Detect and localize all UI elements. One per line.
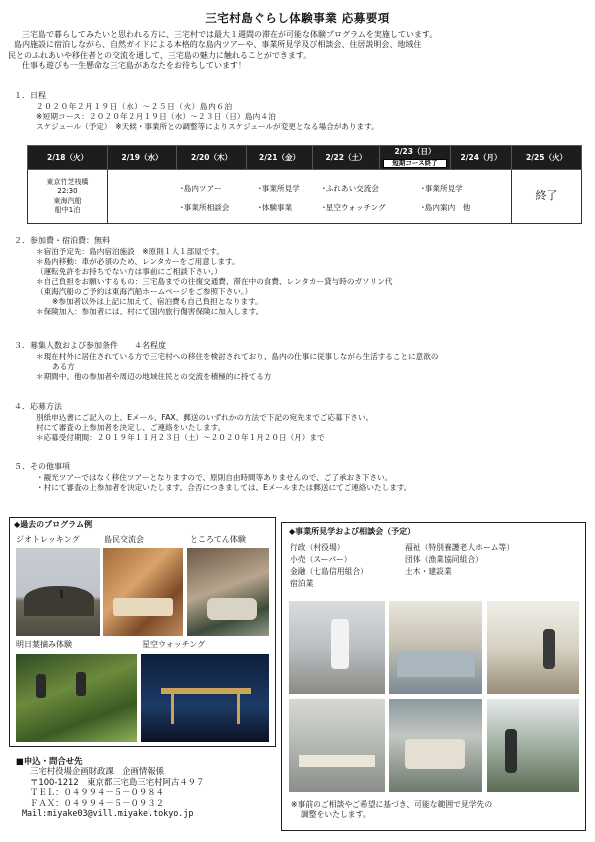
day-header-short-course-end — [380, 146, 451, 170]
day-header: 2/20（木） — [177, 146, 247, 170]
photo-caption: 星空ウォッチング — [142, 640, 206, 649]
photo-geo-trekking — [16, 548, 100, 636]
photo-caption: ところてん体験 — [190, 535, 246, 544]
business-visits-heading: ◆事業所見学および相談会（予定） — [289, 527, 416, 536]
photo-store-interior — [487, 601, 579, 694]
photo-islander-exchange — [103, 548, 183, 636]
visit-category: 福祉（特別養護老人ホーム等） — [405, 543, 515, 552]
short-course-end-tag: 短期コース終了 — [383, 159, 447, 169]
section-heading: １．日程 — [14, 91, 46, 100]
section-heading: ４．応募方法 — [14, 402, 62, 411]
photo-tokoroten — [187, 548, 269, 636]
photo-greenhouse — [487, 699, 579, 792]
section-line: ある方 — [52, 361, 75, 371]
activity-item: ･体験事業 — [258, 203, 293, 212]
day-header: 2/25（火） — [512, 146, 582, 170]
activity-item: ･事業所見学 — [258, 184, 300, 193]
section-line: ＊現在村外に居住されている方で三宅村への移住を検討されており、島内の仕事に従事しながら生活することに意欲の — [36, 351, 439, 361]
section-line: ＊宿泊予定先：島内宿泊施設 ※原則１人１部屋です。 — [36, 246, 225, 256]
activity-item: ･星空ウォッチング — [322, 203, 386, 212]
activity-item: ･事業所見学 — [421, 184, 463, 193]
day-header: 2/19（水） — [108, 146, 177, 170]
schedule-body-row — [28, 170, 582, 224]
visit-category: 土木・建設業 — [405, 567, 452, 576]
departure-cell — [28, 170, 108, 224]
schedule-table — [27, 145, 582, 224]
visits-note-line: ※事前のご相談やご希望に基づき、可能な範囲で見学先の — [291, 800, 493, 809]
contact-fax: ＦＡＸ：０４９９４－５－０９３２ — [30, 797, 164, 808]
day-header: 2/24（月） — [451, 146, 512, 170]
section-line: ・観光ツアーではなく移住ツアーとなりますので、原則自由時間等ありませんので、ご了承おき下さい。 — [36, 472, 393, 482]
section-line: 村にて審査の上参加者を決定し、ご連絡をいたします。 — [36, 422, 226, 432]
contact-block — [16, 756, 276, 819]
section-line: 別紙申込書にご記入の上、Eメール、FAX、郵送のいずれかの方法で下記の宛先までご応募下さい。 — [36, 412, 374, 422]
visit-category: 団体（漁業協同組合） — [405, 555, 483, 564]
section-line: ＊自己負担をお願いするもの：三宅島までの往復交通費、滞在中の食費、レンタカー貸与時のガソリン代 — [36, 276, 393, 286]
contact-tel: ＴＥＬ：０４９９４－５－０９８４ — [30, 787, 164, 798]
section-recruitment — [14, 341, 584, 382]
visit-category: 金融（七島信用組合） — [290, 567, 368, 576]
activities-cell — [108, 170, 512, 224]
visits-note — [291, 800, 492, 820]
contact-heading: ■申込・問合せ先 — [16, 756, 83, 766]
intro-line: 仕事も遊びも一生懸命な三宅島があなたをお待ちしています！ — [22, 61, 246, 71]
activity-item: ･ふれあい交流会 — [322, 184, 379, 193]
visits-note-line: 調整をいたします。 — [301, 810, 371, 820]
section-heading: ５．その他事項 — [14, 462, 70, 471]
intro-line: 三宅島で暮らしてみたいと思われる方に、三宅村では最大１週間の滞在が可能な体験プログラムを実施しています。 — [22, 30, 438, 39]
section-line: ＊保険加入：参加者には、村にて国内旅行傷害保険に加入します。 — [36, 306, 264, 316]
past-programs-heading: ◆過去のプログラム例 — [14, 520, 93, 529]
section-fees — [14, 236, 584, 317]
photo-village-office — [289, 601, 385, 694]
section-line: （東海汽船のご予約は東海汽船ホームページをご参照下さい。） — [36, 286, 253, 296]
visit-category: 行政（村役場） — [290, 543, 345, 552]
section-line: スケジュール（予定） ※天候・事業所との調整等によりスケジュールが変更となる場合があります。 — [36, 121, 379, 131]
intro-line: 島内施設に宿泊しながら、自然ガイドによる本格的な島内ツアーや、事業所見学及び相談会、住居説明会、地域住 — [14, 40, 422, 50]
section-other — [14, 462, 584, 493]
section-line: （運転免許をお持ちでない方は事前にご相談下さい。） — [36, 266, 222, 276]
intro-line: 民とのふれあいや移住者との交流を通して、三宅島の魅力に触れることができます。 — [8, 50, 312, 60]
photo-caption: ジオトレッキング — [16, 535, 80, 544]
photo-caption: 明日葉摘み体験 — [16, 640, 72, 649]
activity-item: ･島内案内 他 — [421, 203, 471, 212]
day-header: 2/18（火） — [28, 146, 108, 170]
day-label: 2/23（日） — [394, 146, 436, 156]
visit-category: 宿泊業 — [290, 579, 314, 588]
activity-item: ･島内ツアー — [180, 184, 222, 193]
photo-supermarket — [389, 601, 482, 694]
section-line: ・村にて審査の上参加者を決定いたします。合否につきましては、Eメールまたは郵送にてご連絡いたします。 — [36, 482, 412, 492]
photo-credit-union — [289, 699, 385, 792]
day-header: 2/21（金） — [247, 146, 313, 170]
section-line: ＊島内移動：車が必須のため、レンタカーをご用意します。 — [36, 256, 240, 266]
day-header: 2/22（土） — [313, 146, 380, 170]
photo-care-facility — [389, 699, 482, 792]
schedule-header-row — [28, 146, 582, 170]
departure-line: 東海汽船 — [53, 196, 82, 205]
section-line: ２０２０年２月１９日（水）～２５日（火）島内６泊 — [36, 101, 233, 111]
activity-item: ･事業所相談会 — [180, 203, 230, 212]
photo-star-watching — [141, 654, 269, 742]
end-cell: 終了 — [512, 170, 582, 224]
section-line: ※短期コース：２０２０年２月１９日（水）～２３日（日）島内４泊 — [36, 111, 276, 121]
page-title: 三宅村島ぐらし体験事業 応募要項 — [205, 11, 390, 25]
photo-caption: 島民交流会 — [104, 535, 144, 544]
section-heading: ２．参加費・宿泊費：無料 — [14, 236, 110, 245]
section-heading: ３．募集人数および参加条件 ４名程度 — [14, 341, 166, 350]
section-line: ＊期間中、他の参加者や周辺の地域住民との交流を積極的に持てる方 — [36, 371, 272, 381]
section-line: ※参加者以外は上記に加えて、宿泊費も自己負担となります。 — [52, 296, 263, 306]
section-schedule — [14, 91, 584, 132]
contact-address: 〒100-1212 東京都三宅島三宅村阿古４９７ — [30, 776, 205, 787]
intro-text — [8, 30, 590, 72]
departure-line: 船中1泊 — [54, 205, 81, 214]
contact-mail[interactable]: Mail:miyake03@vill.miyake.tokyo.jp — [22, 808, 194, 819]
section-application — [14, 402, 584, 443]
contact-dept: 三宅村役場企画財政課 企画情報係 — [30, 766, 164, 777]
photo-ashitaba-picking — [16, 654, 137, 742]
departure-line: 東京竹芝桟橋 — [46, 177, 89, 186]
section-line: ＊応募受付期間：２０１９年１１月２３日（土）～２０２０年１月２０日（月）まで — [36, 432, 325, 442]
visit-category: 小売（スーパー） — [290, 555, 352, 564]
departure-line: 22:30 — [57, 187, 78, 196]
